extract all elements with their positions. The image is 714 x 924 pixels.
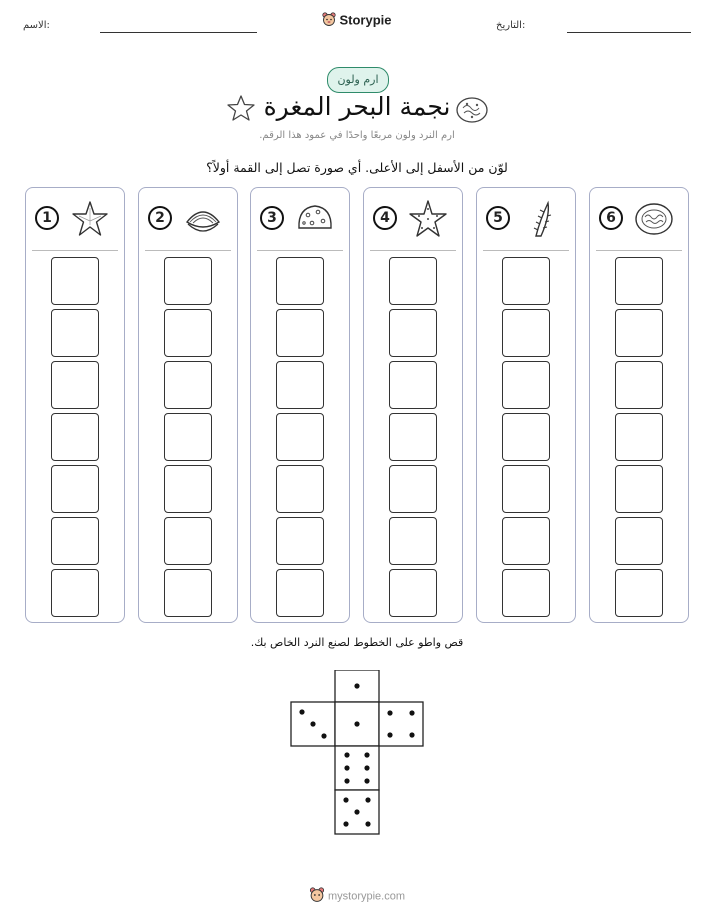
race-column-5 (476, 187, 576, 623)
clam-shell-icon (182, 198, 224, 240)
color-square[interactable] (615, 413, 663, 461)
date-label: التاريخ: (496, 20, 526, 31)
color-square[interactable] (615, 361, 663, 409)
color-square[interactable] (51, 569, 99, 617)
color-square[interactable] (389, 361, 437, 409)
color-square[interactable] (51, 413, 99, 461)
color-square[interactable] (276, 361, 324, 409)
color-square[interactable] (502, 517, 550, 565)
activity-badge: ارم ولون (327, 67, 389, 93)
color-square[interactable] (276, 257, 324, 305)
column-number: 5 (486, 206, 510, 230)
column-number: 2 (148, 206, 172, 230)
instruction-text: لوّن من الأسفل إلى الأعلى. أي صورة تصل إلى القمة أولاً؟ (206, 160, 508, 175)
footer-url[interactable]: mystorypie.com (327, 890, 406, 903)
color-square[interactable] (502, 465, 550, 513)
color-square[interactable] (615, 309, 663, 357)
color-square[interactable] (502, 413, 550, 461)
column-divider (370, 250, 456, 251)
color-square[interactable] (502, 569, 550, 617)
page-subtitle: ارم النرد ولون مربعًا واحدًا في عمود هذا الرقم. (259, 130, 455, 141)
race-column-4 (363, 187, 463, 623)
column-divider (32, 250, 118, 251)
footer (0, 887, 714, 906)
race-column-6 (589, 187, 689, 623)
color-square[interactable] (164, 257, 212, 305)
column-divider (257, 250, 343, 251)
color-square[interactable] (502, 309, 550, 357)
title-star-icon (226, 94, 256, 126)
dotted-starfish-icon (407, 198, 449, 240)
color-square[interactable] (164, 569, 212, 617)
color-square[interactable] (276, 465, 324, 513)
column-divider (483, 250, 569, 251)
column-divider (596, 250, 682, 251)
color-square[interactable] (389, 517, 437, 565)
color-square[interactable] (389, 257, 437, 305)
date-line[interactable] (567, 32, 691, 33)
color-square[interactable] (164, 309, 212, 357)
color-square[interactable] (615, 517, 663, 565)
column-divider (145, 250, 231, 251)
name-label: الاسم: (23, 20, 50, 31)
race-column-1 (25, 187, 125, 623)
color-square[interactable] (615, 465, 663, 513)
color-square[interactable] (51, 465, 99, 513)
color-square[interactable] (615, 257, 663, 305)
race-column-2 (138, 187, 238, 623)
page-title: نجمة البحر المغرة (263, 92, 451, 121)
name-line[interactable] (100, 32, 257, 33)
color-square[interactable] (276, 309, 324, 357)
brand-logo (0, 12, 714, 30)
color-square[interactable] (164, 361, 212, 409)
sea-sponge-icon (294, 198, 336, 240)
color-square[interactable] (164, 413, 212, 461)
color-square[interactable] (164, 517, 212, 565)
color-square[interactable] (389, 465, 437, 513)
dice-net[interactable] (290, 670, 426, 840)
color-square[interactable] (389, 413, 437, 461)
color-square[interactable] (389, 309, 437, 357)
coral-icon (633, 198, 675, 240)
race-column-3 (250, 187, 350, 623)
cut-instruction: قص واطو على الخطوط لصنع النرد الخاص بك. (250, 636, 464, 649)
starfish-outline-icon (69, 198, 111, 240)
column-number: 3 (260, 206, 284, 230)
color-square[interactable] (389, 569, 437, 617)
brand-name: Storypie (339, 12, 392, 28)
column-number: 4 (373, 206, 397, 230)
color-square[interactable] (51, 257, 99, 305)
bear-logo-icon (322, 12, 336, 30)
color-square[interactable] (51, 361, 99, 409)
color-square[interactable] (51, 517, 99, 565)
color-square[interactable] (276, 517, 324, 565)
color-square[interactable] (502, 361, 550, 409)
color-square[interactable] (276, 413, 324, 461)
color-square[interactable] (502, 257, 550, 305)
color-square[interactable] (615, 569, 663, 617)
column-number: 6 (599, 206, 623, 230)
column-number: 1 (35, 206, 59, 230)
seaweed-icon (520, 198, 562, 240)
footer-bear-icon (309, 887, 325, 906)
color-square[interactable] (51, 309, 99, 357)
color-square[interactable] (276, 569, 324, 617)
color-square[interactable] (164, 465, 212, 513)
